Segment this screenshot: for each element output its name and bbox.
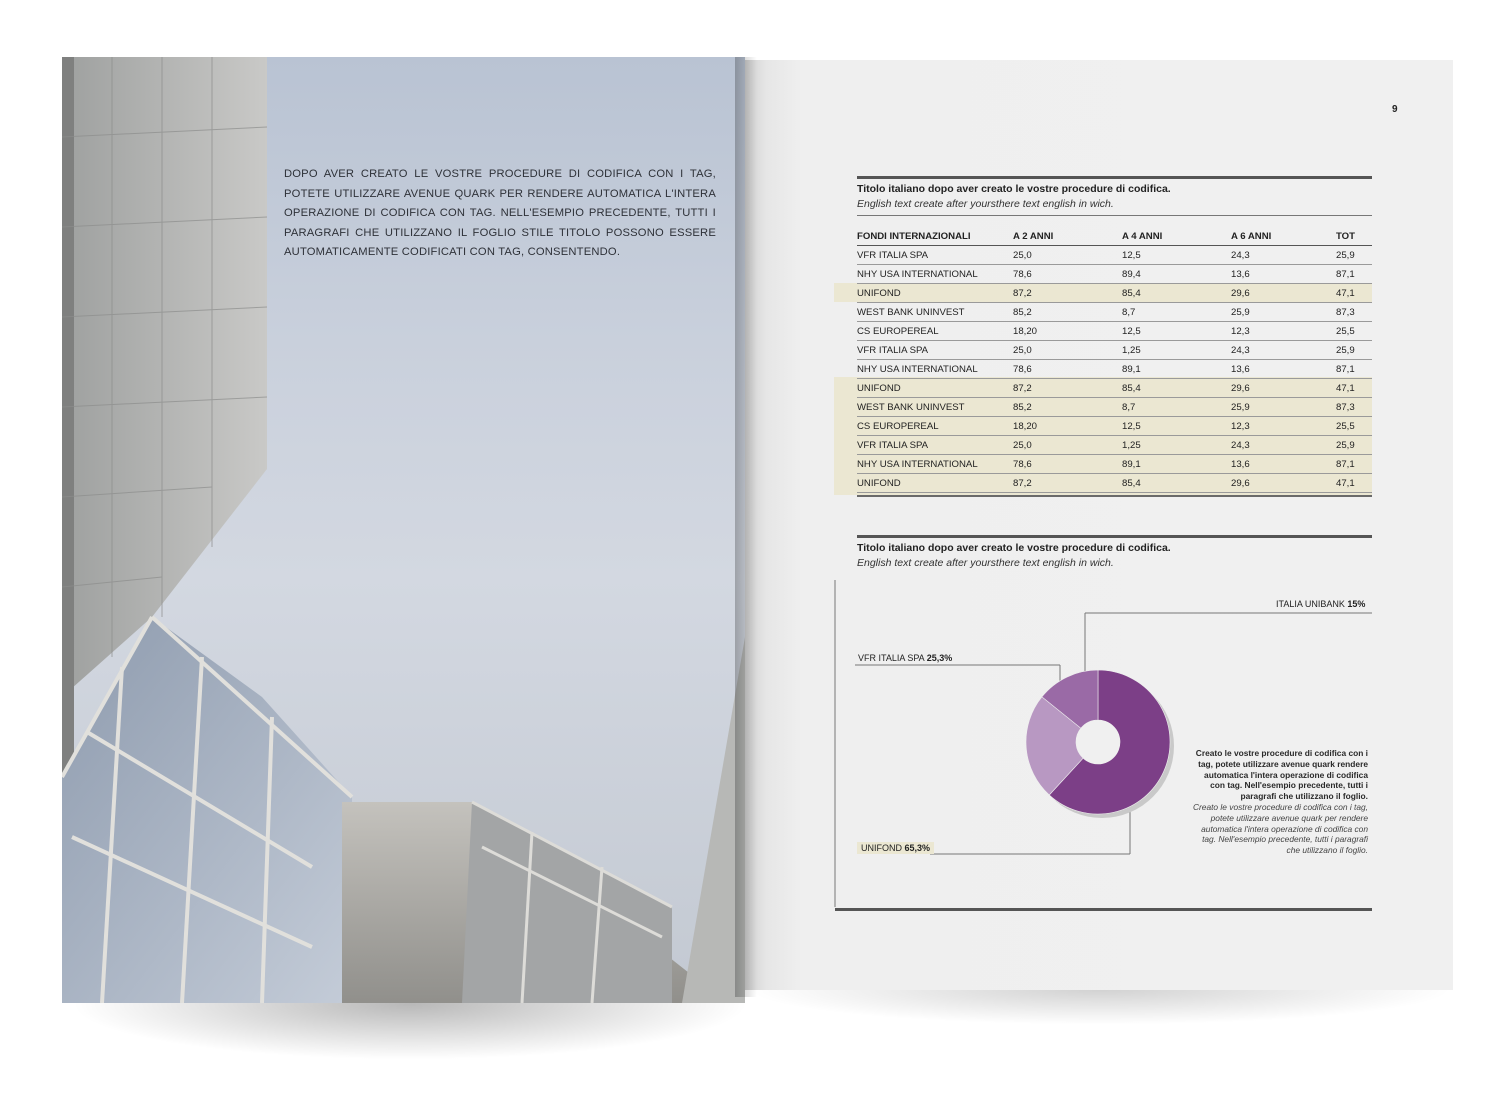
- table-cell: 8,7: [1122, 306, 1136, 318]
- table-cell: UNIFOND: [857, 287, 901, 299]
- table-row: [857, 322, 1372, 341]
- table-row: [857, 417, 1372, 436]
- table-cell: 25,0: [1013, 249, 1032, 261]
- table-cell: 12,3: [1231, 325, 1250, 337]
- table-cell: UNIFOND: [857, 477, 901, 489]
- table-row: [857, 360, 1372, 379]
- table-cell: 87,2: [1013, 382, 1032, 394]
- table-cell: 24,3: [1231, 249, 1250, 261]
- table-row: [857, 341, 1372, 360]
- table-row: [857, 436, 1372, 455]
- side-text-bold: Creato le vostre procedure di codifica con i tag, potete utilizzare avenue quark rendere automatica l'intera operazione di codifica con tag. Nell'esempio precedente, tutti i paragrafi che utilizzano il foglio.: [1195, 748, 1368, 802]
- pie-label-name: VFR ITALIA SPA: [858, 653, 925, 663]
- table-cell: 25,9: [1231, 401, 1250, 413]
- table-cell: CS EUROPEREAL: [857, 325, 939, 337]
- header-a6: A 6 ANNI: [1231, 231, 1272, 242]
- table-row: [857, 398, 1372, 417]
- table-cell: WEST BANK UNINVEST: [857, 306, 965, 318]
- table-header-row: [857, 228, 1372, 246]
- donut-slices: [1026, 670, 1174, 818]
- table-cell: 25,0: [1013, 344, 1032, 356]
- chart-top-rule: [857, 535, 1372, 538]
- left-wall: [62, 57, 267, 697]
- table-title: Titolo italiano dopo aver creato le vostre procedure di codifica.: [857, 183, 1171, 195]
- left-page-body-text: DOPO AVER CREATO LE VOSTRE PROCEDURE DI CODIFICA CON I TAG, POTETE UTILIZZARE AVENUE QUARK PER RENDERE AUTOMATICA L'INTERA OPERAZIONE DI CODIFICA CON TAG. NELL'ESEMPIO PRECEDENTE, TUTTI I PARAGRAFI CHE UTILIZZANO IL FOGLIO STILE TITOLO POSSONO ESSERE AUTOMATICAMENTE CODIFICATI CON TAG, CONSENTENDO.: [284, 168, 716, 258]
- table-cell: VFR ITALIA SPA: [857, 439, 929, 451]
- pie-label-value: 25,3%: [926, 653, 953, 663]
- table-sub-rule: [857, 215, 1372, 216]
- table-row: [857, 246, 1372, 265]
- left-page-photo: [62, 57, 745, 1003]
- pie-label-name: ITALIA UNIBANK: [1276, 599, 1345, 609]
- table-cell: 13,6: [1231, 458, 1250, 470]
- table-cell: 25,5: [1336, 325, 1355, 337]
- table-row: [857, 265, 1372, 284]
- table-row: [857, 474, 1372, 493]
- table-cell: 87,3: [1336, 306, 1355, 318]
- table-cell: NHY USA INTERNATIONAL: [857, 363, 978, 375]
- header-fondi: FONDI INTERNAZIONALI: [857, 231, 971, 242]
- pie-label-name: UNIFOND: [861, 843, 902, 853]
- label-unifond: [857, 842, 934, 854]
- table-cell: 12,5: [1122, 420, 1141, 432]
- funds-table: [857, 228, 1372, 493]
- table-cell: 78,6: [1013, 363, 1032, 375]
- table-cell: NHY USA INTERNATIONAL: [857, 268, 978, 280]
- right-page-shadow: [745, 985, 1455, 1025]
- table-cell: VFR ITALIA SPA: [857, 344, 929, 356]
- pie-label-value: 65,3%: [904, 843, 931, 853]
- table-cell: 85,2: [1013, 401, 1032, 413]
- table-cell: 87,3: [1336, 401, 1355, 413]
- table-cell: 13,6: [1231, 268, 1250, 280]
- pie-label-value: 15%: [1347, 599, 1366, 609]
- table-cell: 25,0: [1013, 439, 1032, 451]
- label-italia-unibank: [1276, 599, 1365, 609]
- header-tot: TOT: [1336, 231, 1356, 242]
- page-number: 9: [1392, 104, 1398, 115]
- table-cell: 85,4: [1122, 287, 1141, 299]
- table-row: [857, 284, 1372, 303]
- table-cell: 13,6: [1231, 363, 1250, 375]
- table-subtitle: English text create after yoursthere text english in wich.: [857, 198, 1114, 210]
- table-cell: 87,1: [1336, 268, 1355, 280]
- chart-subtitle: English text create after yoursthere text english in wich.: [857, 557, 1114, 569]
- table-cell: 78,6: [1013, 458, 1032, 470]
- table-cell: NHY USA INTERNATIONAL: [857, 458, 978, 470]
- table-cell: 29,6: [1231, 382, 1250, 394]
- table-cell: 18,20: [1013, 325, 1038, 337]
- table-cell: 8,7: [1122, 401, 1136, 413]
- table-cell: 25,9: [1231, 306, 1250, 318]
- table-cell: 47,1: [1336, 382, 1355, 394]
- table-cell: 47,1: [1336, 477, 1355, 489]
- table-cell: 18,20: [1013, 420, 1038, 432]
- table-cell: 87,2: [1013, 477, 1032, 489]
- table-cell: 89,4: [1122, 268, 1141, 280]
- table-cell: 25,9: [1336, 344, 1355, 356]
- table-cell: 24,3: [1231, 439, 1250, 451]
- table-cell: WEST BANK UNINVEST: [857, 401, 965, 413]
- table-cell: 25,9: [1336, 439, 1355, 451]
- donut-hole: [1076, 720, 1120, 764]
- table-top-rule: [857, 176, 1372, 179]
- table-cell: CS EUROPEREAL: [857, 420, 939, 432]
- table-cell: 1,25: [1122, 439, 1141, 451]
- table-cell: 85,2: [1013, 306, 1032, 318]
- table-cell: 89,1: [1122, 363, 1141, 375]
- table-row: [857, 303, 1372, 322]
- table-cell: 87,2: [1013, 287, 1032, 299]
- table-cell: 89,1: [1122, 458, 1141, 470]
- table-cell: 87,1: [1336, 363, 1355, 375]
- chart-title: Titolo italiano dopo aver creato le vostre procedure di codifica.: [857, 542, 1171, 554]
- table-cell: 29,6: [1231, 287, 1250, 299]
- table-cell: 25,5: [1336, 420, 1355, 432]
- table-cell: 85,4: [1122, 382, 1141, 394]
- side-text-italic: Creato le vostre procedure di codifica con i tag, potete utilizzare avenue quark per rendere automatica l'intera operazione di codifica con tag. Nell'esempio precedente, tutti i paragrafi che utilizzano il foglio.: [1192, 801, 1368, 856]
- table-cell: 1,25: [1122, 344, 1141, 356]
- table-cell: 29,6: [1231, 477, 1250, 489]
- table-cell: UNIFOND: [857, 382, 901, 394]
- header-a2: A 2 ANNI: [1013, 231, 1054, 242]
- table-cell: 85,4: [1122, 477, 1141, 489]
- label-vfr-italia: [858, 653, 952, 663]
- table-cell: 12,3: [1231, 420, 1250, 432]
- table-cell: 47,1: [1336, 287, 1355, 299]
- table-row: [857, 455, 1372, 474]
- table-cell: 12,5: [1122, 249, 1141, 261]
- table-cell: 24,3: [1231, 344, 1250, 356]
- table-row: [857, 379, 1372, 398]
- chart-bottom-rule: [835, 908, 1372, 911]
- table-cell: VFR ITALIA SPA: [857, 249, 929, 261]
- table-cell: 87,1: [1336, 458, 1355, 470]
- table-bottom-rule: [857, 495, 1372, 497]
- chart-side-text: [1192, 748, 1368, 856]
- table-cell: 78,6: [1013, 268, 1032, 280]
- table-cell: 12,5: [1122, 325, 1141, 337]
- table-body: [857, 246, 1372, 493]
- page-gutter: [735, 57, 757, 997]
- table-cell: 25,9: [1336, 249, 1355, 261]
- header-a4: A 4 ANNI: [1122, 231, 1163, 242]
